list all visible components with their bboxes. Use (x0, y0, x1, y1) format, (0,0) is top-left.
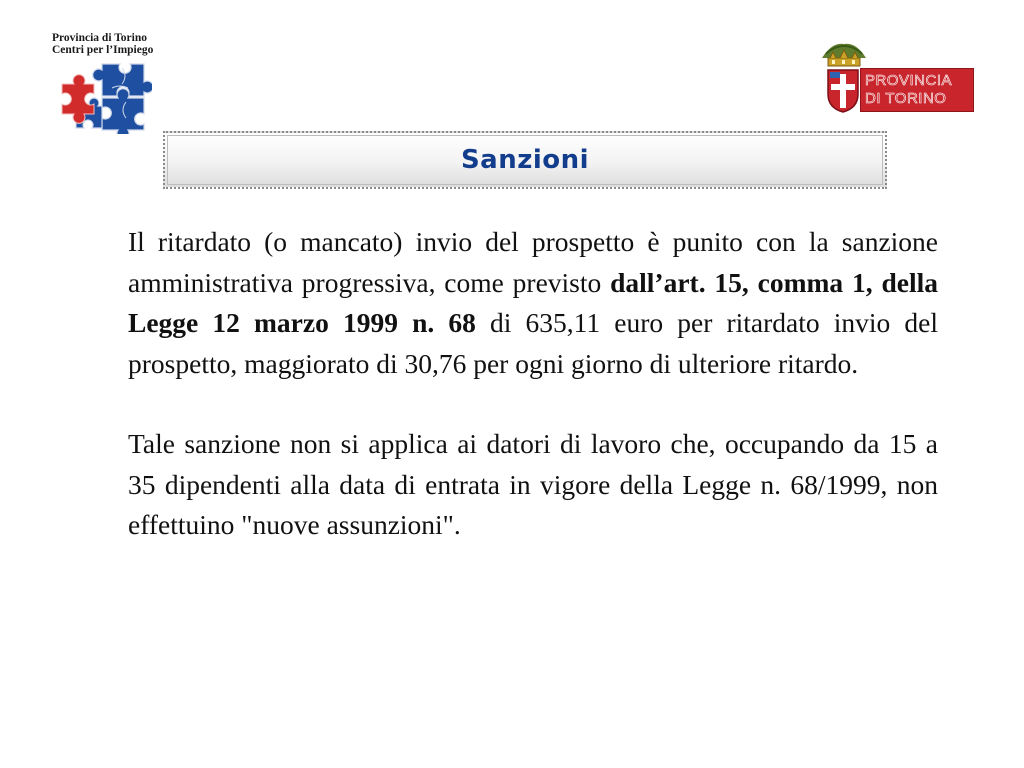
provincia-torino-logo (818, 40, 978, 116)
puzzle-logo-icon (56, 58, 152, 134)
wordmark-line-1: PROVINCIA (865, 72, 953, 89)
paragraph-exemption: Tale sanzione non si applica ai datori di lavoro che, occupando da 15 a 35 dipendenti alla data di entrata in vigore della Legge n. 68/1999, non effettuino "nuove assunzioni". (128, 428, 938, 540)
content-area (128, 222, 938, 546)
legal-reference: dall’art. 15, comma 1, della Legge 12 marzo 1999 n. 68 (128, 266, 938, 338)
wordmark-line-2: DI TORINO (865, 90, 947, 107)
centri-impiego-logo (52, 32, 192, 56)
logo-line-provincia: Provincia di Torino (52, 32, 148, 44)
paragraph-sanctions (128, 222, 938, 384)
shield-cross-icon (826, 68, 860, 114)
logo-line-centri: Centri per l’Impiego (52, 44, 154, 56)
paragraph-1-text-before: Il ritardato (o mancato) invio del prospetto è punito con la sanzione amministrativa progressiva, come previsto (128, 226, 938, 298)
page-title: Sanzioni (460, 145, 590, 175)
paragraph-1-text-after: di 635,11 euro per ritardato invio del prospetto, maggiorato di 30,76 per ogni giorno di ulteriore ritardo. (128, 307, 938, 379)
title-banner (163, 131, 887, 189)
provincia-torino-wordmark (860, 68, 974, 112)
